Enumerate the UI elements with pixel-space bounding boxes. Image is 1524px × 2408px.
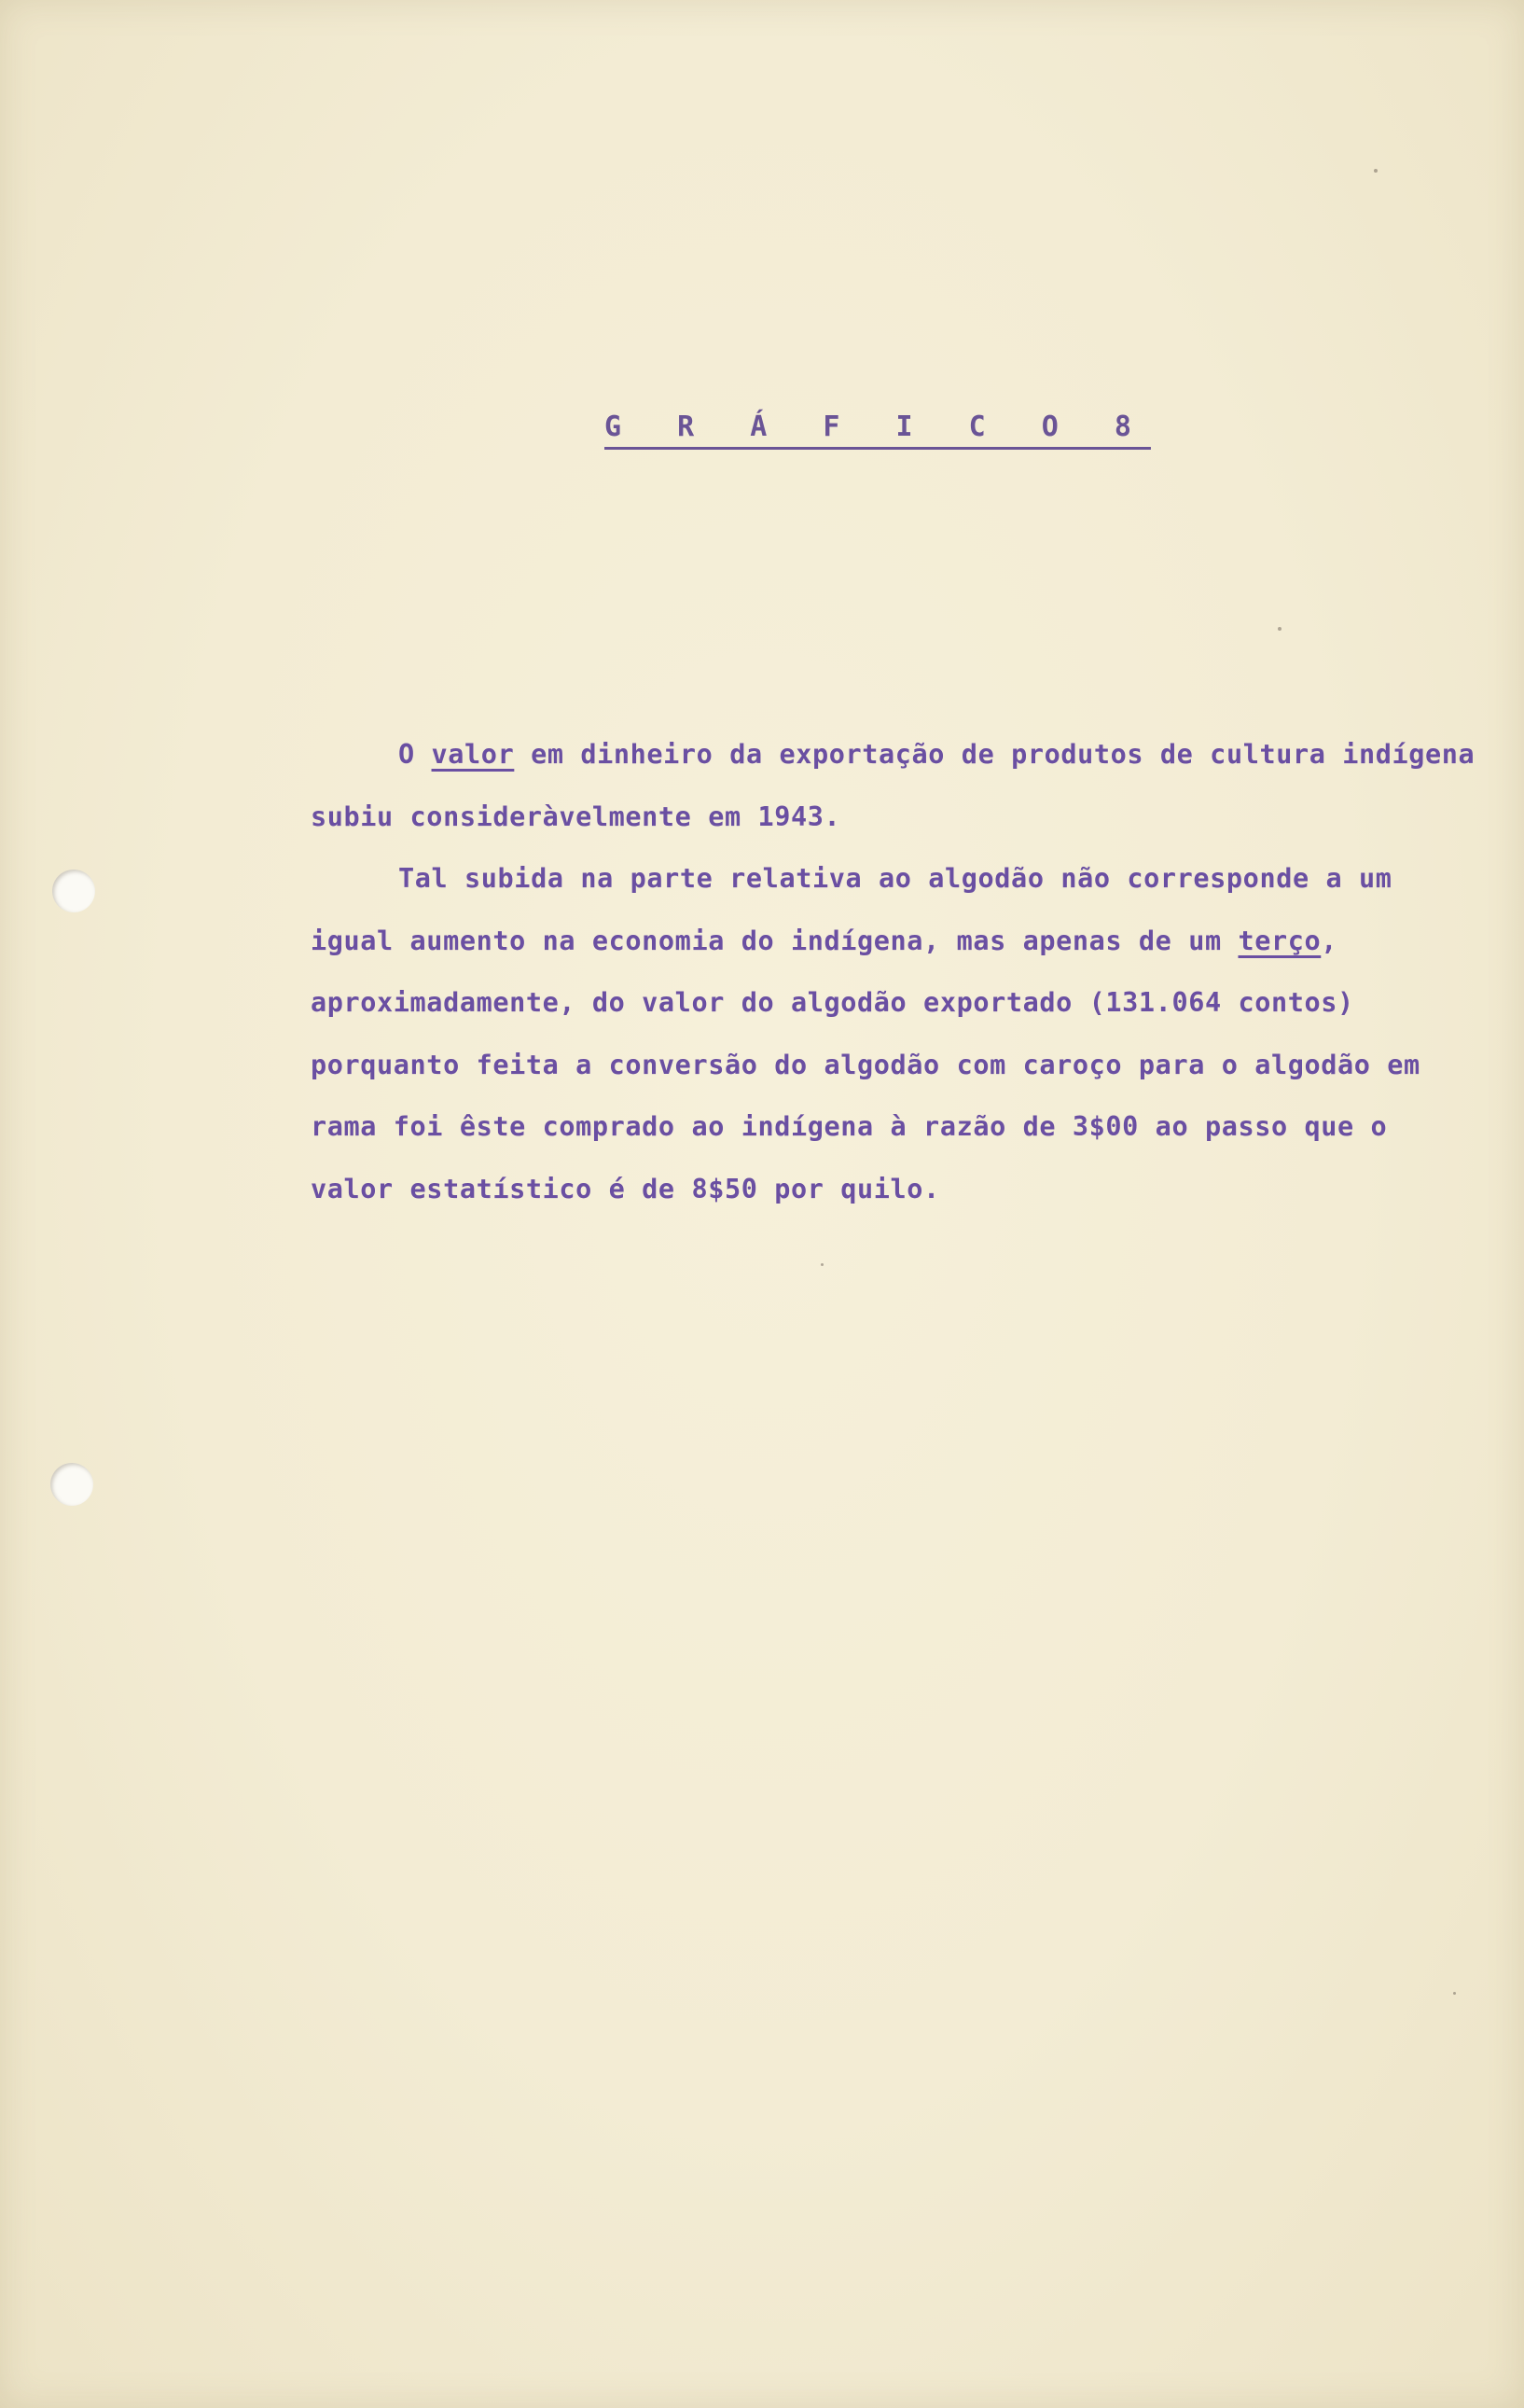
- paragraph-1-text-end: em dinheiro da exportação de produtos de cultura indígena subiu consideràvelmente em 1943.: [311, 739, 1476, 832]
- page-title: G R Á F I C O 8: [604, 411, 1151, 443]
- underlined-word-valor: valor: [431, 739, 515, 770]
- paper-speck: [1278, 627, 1282, 631]
- paragraph-1: [311, 724, 1486, 848]
- punch-hole: [52, 870, 95, 912]
- paper-speck: [821, 1263, 824, 1266]
- paragraph-2: [311, 848, 1486, 1220]
- body-text: [311, 724, 1486, 1220]
- punch-hole: [50, 1463, 93, 1506]
- paper-speck: [1374, 169, 1378, 173]
- paragraph-2-text-start: Tal subida na parte relativa ao algodão não corresponde a um igual aumento na economia do indígena, mas apenas de um: [311, 863, 1392, 956]
- paragraph-1-text-start: O: [398, 739, 432, 770]
- paragraph-2-text-end: , aproximadamente, do valor do algodão exportado (131.064 contos) porquanto feita a conversão do algodão com caroço para o algodão em rama foi êste comprado ao indígena à razão de 3$00 ao passo que o valor estatístico é de 8$50 por quilo.: [311, 925, 1420, 1204]
- paper-speck: [1453, 1992, 1456, 1995]
- underlined-word-terco: terço: [1238, 925, 1322, 956]
